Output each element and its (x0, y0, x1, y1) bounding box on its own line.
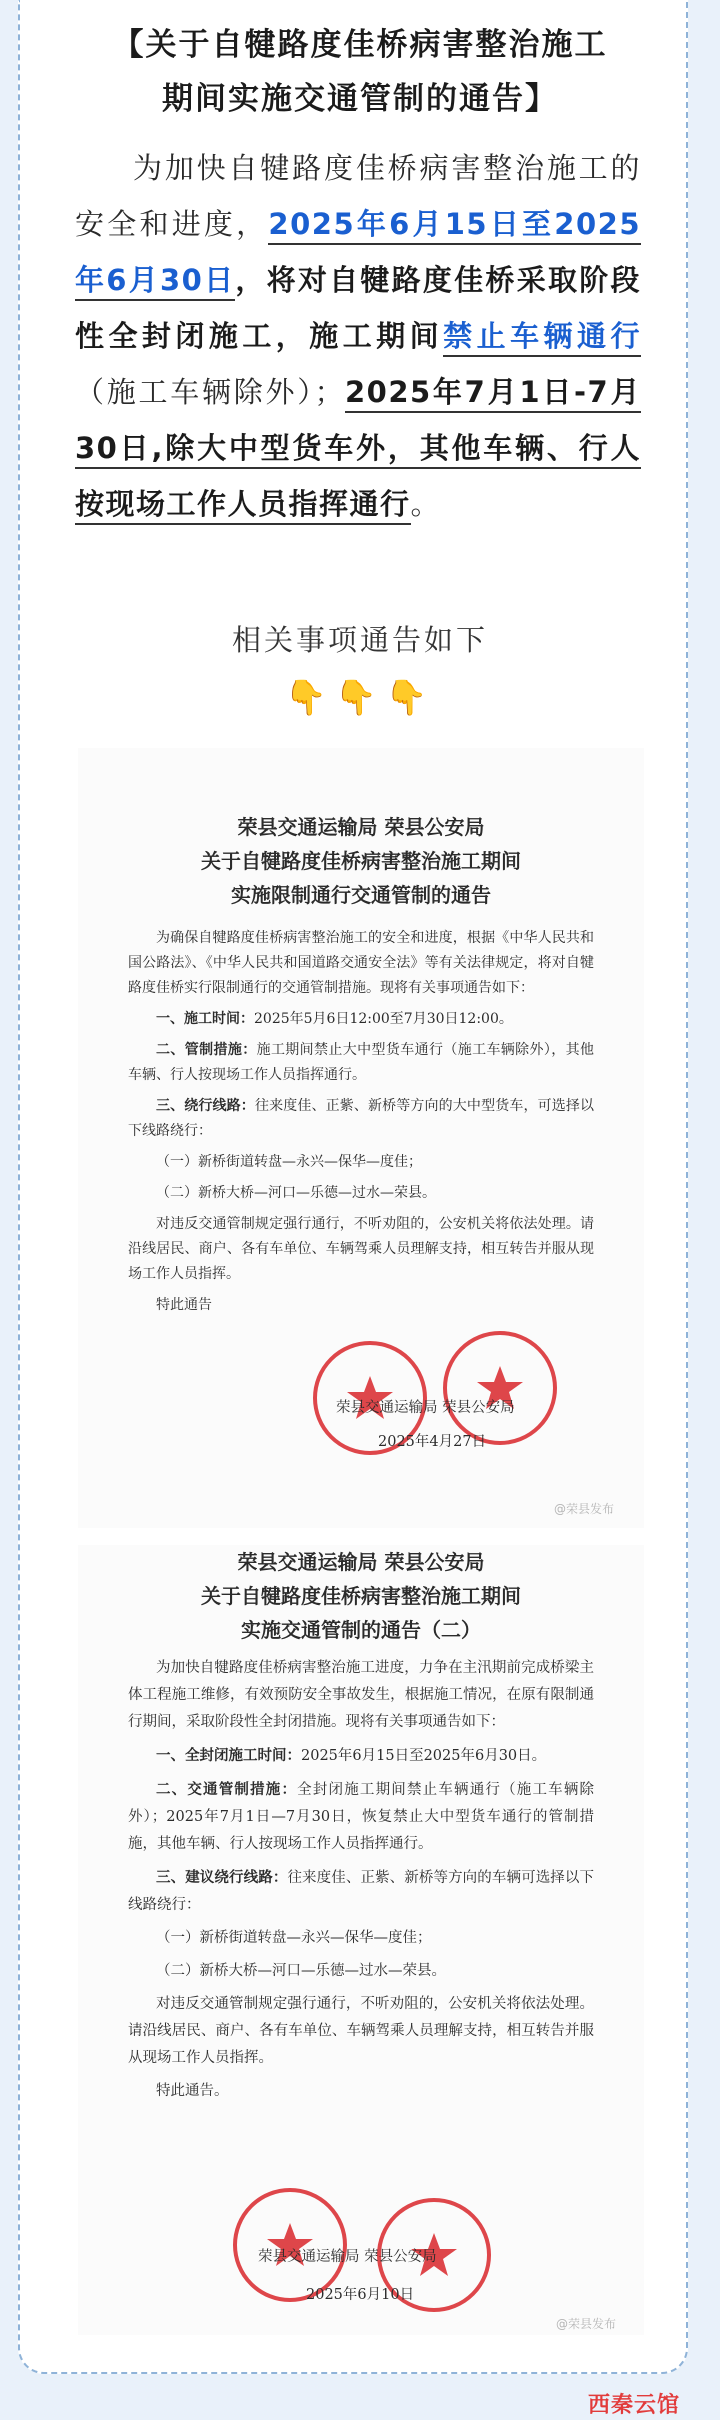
notice-1-title-1: 荣县交通运输局 荣县公安局 (237, 815, 485, 839)
notice-2-watermark: @荣县发布 (556, 2317, 617, 2331)
notice-1-title-3: 实施限制通行交通管制的通告 (231, 883, 491, 907)
notice-1-p5: （一）新桥街道转盘—永兴—保华—度佳； (156, 1154, 422, 1170)
notice-1-p3-label: 二、管制措施： (156, 1042, 257, 1058)
intro-text-a: 为加快自犍路度佳桥病害整治施工的安全和进度， (75, 151, 641, 241)
notice-2-p3: 全封闭施工期间禁止车辆通行（施工车辆除外）；2025年7月1日—7月30日，恢复禁止大中型货车通行的管制措施，其他车辆、行人按现场工作人员指挥通行。 (128, 1782, 595, 1852)
notice-2-p4-label: 三、建议绕行线路： (156, 1869, 288, 1886)
intro-text-b: ，将对自犍路度佳桥采取阶段性全封闭施工，施工期间 (75, 263, 641, 353)
notice-1-p2: 2025年5月6日12:00至7月30日12:00。 (254, 1011, 513, 1027)
notice-2-title-2: 关于自犍路度佳桥病害整治施工期间 (201, 1584, 521, 1608)
headline (60, 18, 660, 126)
notice-1-p3: 施工期间禁止大中型货车通行（施工车辆除外），其他车辆、行人按现场工作人员指挥通行。 (128, 1042, 595, 1083)
notice-1-p2-label: 一、施工时间： (156, 1011, 254, 1027)
notice-image-1 (78, 748, 644, 1528)
headline-line-1: 【关于自犍路度佳桥病害整治施工 (112, 27, 608, 63)
subheading: 相关事项通告如下 (231, 623, 488, 657)
pointing-down-icon: 👇👇👇 (284, 678, 436, 718)
notice-1-date: 2025年4月27日 (378, 1434, 487, 1450)
notice-2-p2: 2025年6月15日至2025年6月30日。 (301, 1748, 547, 1764)
notice-2-p6: （二）新桥大桥—河口—乐德—过水—荣县。 (156, 1963, 446, 1979)
notice-2-p5: （一）新桥街道转盘—永兴—保华—度佳； (156, 1930, 432, 1946)
intro-text-d: 2025年7月1日-7月30日,除大中型货车外，其他车辆、行人按现场工作人员指挥通行 (75, 375, 641, 525)
notice-2-p3-label: 二、交通管制措施： (156, 1781, 298, 1798)
notice-1-p4-label: 三、绕行线路： (156, 1098, 255, 1114)
notice-1-p7: 对违反交通管制规定强行通行，不听劝阻的，公安机关将依法处理。请沿线居民、商户、各有车单位、车辆驾乘人员理解支持，相互转告并服从现场工作人员指挥。 (128, 1216, 594, 1282)
intro-paragraph (75, 140, 641, 532)
closure-dates: 2025年6月15日至2025年6月30日 (75, 207, 641, 301)
intro-text-e: 。 (410, 487, 442, 521)
notice-1-p4: 往来度佳、正紫、新桥等方向的大中型货车，可选择以下线路绕行： (128, 1098, 595, 1139)
notice-2-signature: 荣县交通运输局 荣县公安局 (258, 2249, 437, 2265)
notice-1-p1: 为确保自犍路度佳桥病害整治施工的安全和进度，根据《中华人民共和国公路法》、《中华人民共和国道路交通安全法》等有关法律规定，将对自犍路度佳桥实行限制通行的交通管制措施。现将有关事项通告如下： (128, 930, 594, 996)
notice-2-title-1: 荣县交通运输局 荣县公安局 (237, 1550, 485, 1574)
notice-1-watermark: @荣县发布 (554, 1502, 615, 1516)
notice-2-p2-label: 一、全封闭施工时间： (156, 1747, 301, 1764)
notice-2-p1: 为加快自犍路度佳桥病害整治施工进度，力争在主汛期前完成桥梁主体工程施工维修，有效预防安全事故发生，根据施工情况，在原有限制通行期间，采取阶段性全封闭措施。现将有关事项通告如下： (128, 1660, 594, 1730)
notice-1-signature: 荣县交通运输局 荣县公安局 (336, 1400, 515, 1416)
notice-2-p7: 对违反交通管制规定强行通行，不听劝阻的，公安机关将依法处理。请沿线居民、商户、各有车单位、车辆驾乘人员理解支持，相互转告并服从现场工作人员指挥。 (128, 1996, 594, 2066)
notice-2-body (128, 1655, 594, 2111)
notice-1-p6: （二）新桥大桥—河口—乐德—过水—荣县。 (156, 1185, 436, 1201)
no-vehicles-text: 禁止车辆通行 (443, 319, 641, 357)
notice-1-body (128, 926, 594, 1324)
notice-1-title-2: 关于自犍路度佳桥病害整治施工期间 (201, 849, 521, 873)
notice-2-date: 2025年6月10日 (306, 2287, 415, 2303)
headline-line-2: 期间实施交通管制的通告】 (162, 81, 558, 117)
intro-text-c: （施工车辆除外）； (75, 375, 345, 409)
notice-2-p4: 往来度佳、正紫、新桥等方向的车辆可选择以下线路绕行： (128, 1870, 595, 1913)
notice-2-p8: 特此通告。 (156, 2083, 229, 2099)
site-watermark: 西秦云馆 (588, 2393, 681, 2418)
notice-image-2 (78, 1545, 644, 2335)
notice-2-title-3: 实施交通管制的通告（二） (241, 1618, 481, 1642)
notice-1-p8: 特此通告 (156, 1297, 212, 1313)
